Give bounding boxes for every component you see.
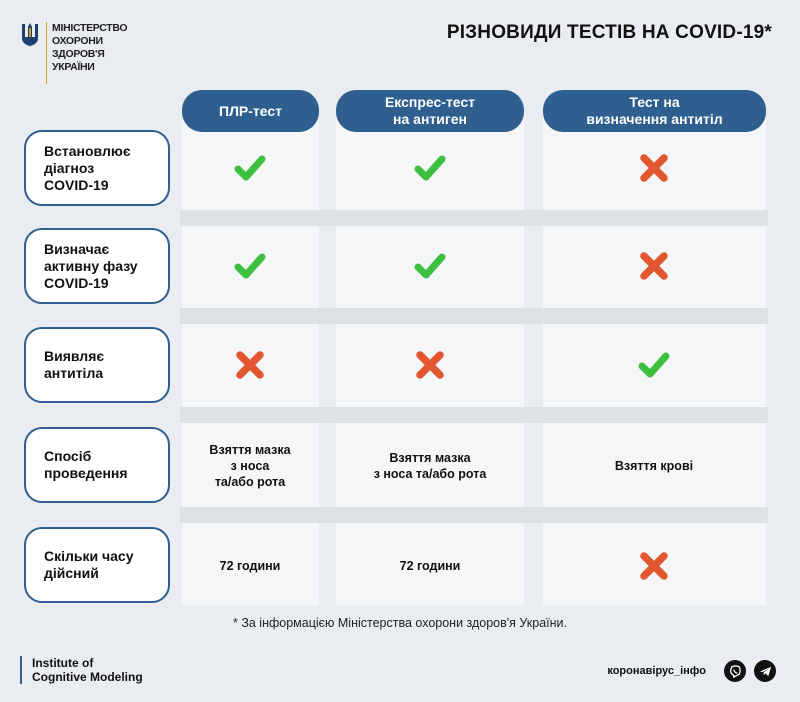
row-label-active-phase: Визначає активну фазу COVID-19 bbox=[24, 228, 170, 304]
row-label-validity: Скільки часу дійсний bbox=[24, 527, 170, 603]
footer-org-name: Institute of Cognitive Modeling bbox=[32, 656, 143, 684]
cross-icon bbox=[637, 249, 671, 283]
footnote: * За інформацією Міністерства охорони здоров'я України. bbox=[233, 616, 567, 630]
cell-pcr-check bbox=[155, 226, 345, 306]
check-icon bbox=[233, 249, 267, 283]
check-icon bbox=[413, 151, 447, 185]
column-header-antigen: Експрес-тест на антиген bbox=[336, 90, 524, 132]
cell-antigen-text: Взяття мазка з носа та/або рота bbox=[373, 451, 487, 481]
page-title: РІЗНОВИДИ ТЕСТІВ НА COVID-19* bbox=[446, 22, 772, 43]
cell-antibody-text: Взяття крові bbox=[614, 459, 694, 473]
row-separator bbox=[180, 507, 768, 523]
footer-social bbox=[607, 660, 776, 682]
row-separator bbox=[180, 210, 768, 226]
logo-divider bbox=[46, 22, 47, 84]
telegram-icon[interactable] bbox=[754, 660, 776, 682]
trident-icon bbox=[20, 22, 40, 48]
social-handle[interactable]: коронавірус_інфо bbox=[607, 665, 706, 677]
cell-pcr-cross bbox=[155, 325, 345, 405]
cell-pcr-text: Взяття мазка з носа та/або рота bbox=[209, 443, 291, 489]
row-label-diagnosis: Встановлює діагноз COVID-19 bbox=[24, 130, 170, 206]
ministry-line: МІНІСТЕРСТВО bbox=[52, 22, 128, 34]
cross-icon bbox=[637, 549, 671, 583]
ministry-line: ЗДОРОВ'Я bbox=[52, 48, 105, 60]
ministry-line: УКРАЇНИ bbox=[52, 61, 95, 73]
cell-pcr-check bbox=[155, 128, 345, 208]
row-separator bbox=[180, 308, 768, 324]
viber-icon[interactable] bbox=[724, 660, 746, 682]
cell-antigen-check bbox=[335, 128, 525, 208]
cell-antibody-cross bbox=[559, 526, 749, 606]
column-header-antibody: Тест на визначення антитіл bbox=[543, 90, 766, 132]
ministry-name bbox=[52, 22, 127, 84]
cell-pcr-text: 72 години bbox=[219, 559, 281, 573]
cross-icon bbox=[233, 348, 267, 382]
cross-icon bbox=[413, 348, 447, 382]
cell-antibody-cross bbox=[559, 128, 749, 208]
cell-antibody-check bbox=[559, 325, 749, 405]
cell-antibody-cross bbox=[559, 226, 749, 306]
footer-accent-bar bbox=[20, 656, 22, 684]
row-separator bbox=[180, 407, 768, 423]
cross-icon bbox=[637, 151, 671, 185]
check-icon bbox=[637, 348, 671, 382]
check-icon bbox=[413, 249, 447, 283]
footer-org-block bbox=[20, 656, 143, 684]
column-header-pcr: ПЛР-тест bbox=[182, 90, 319, 132]
cell-antigen-text: 72 години bbox=[399, 559, 461, 573]
row-label-method: Спосіб проведення bbox=[24, 427, 170, 503]
ministry-line: ОХОРОНИ bbox=[52, 35, 103, 47]
row-label-antibodies: Виявляє антитіла bbox=[24, 327, 170, 403]
cell-antigen-cross bbox=[335, 325, 525, 405]
cell-antigen-check bbox=[335, 226, 525, 306]
ministry-logo bbox=[20, 22, 127, 84]
check-icon bbox=[233, 151, 267, 185]
